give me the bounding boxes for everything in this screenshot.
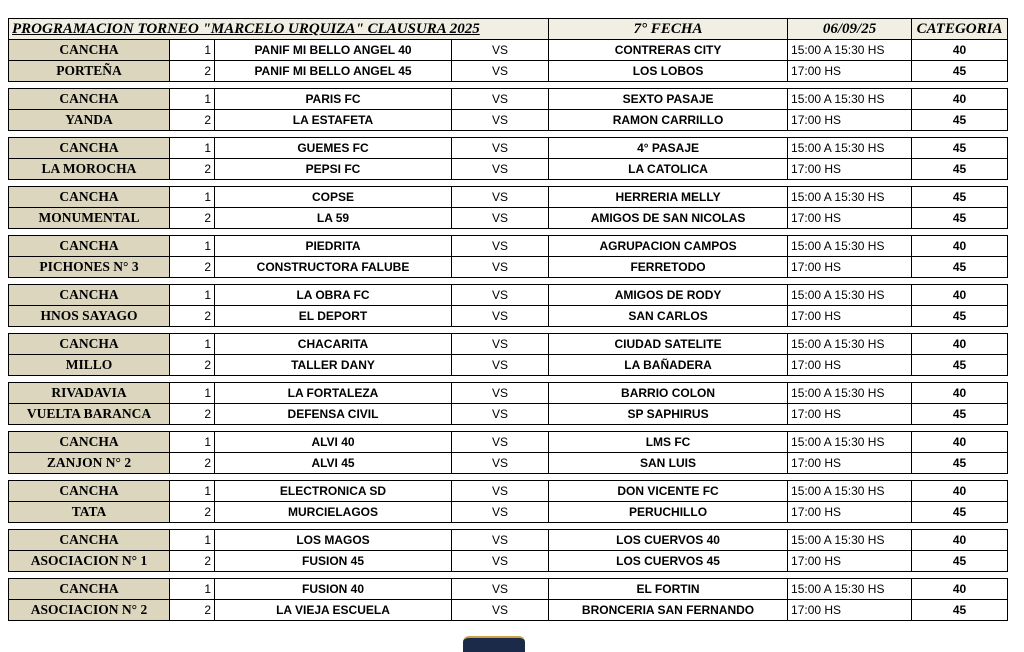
away-team: RAMON CARRILLO bbox=[549, 110, 788, 131]
spacer-cell bbox=[9, 523, 1008, 530]
vs-label: VS bbox=[452, 530, 549, 551]
away-team: CIUDAD SATELITE bbox=[549, 334, 788, 355]
match-number: 2 bbox=[170, 306, 215, 327]
match-time: 15:00 A 15:30 HS bbox=[788, 334, 912, 355]
spacer-cell bbox=[9, 327, 1008, 334]
away-team: 4° PASAJE bbox=[549, 138, 788, 159]
vs-label: VS bbox=[452, 481, 549, 502]
match-time: 17:00 HS bbox=[788, 551, 912, 572]
match-row bbox=[9, 159, 1008, 180]
away-team: EL FORTIN bbox=[549, 579, 788, 600]
match-row bbox=[9, 61, 1008, 82]
vs-label: VS bbox=[452, 138, 549, 159]
match-row bbox=[9, 600, 1008, 621]
vs-label: VS bbox=[452, 306, 549, 327]
match-time: 17:00 HS bbox=[788, 453, 912, 474]
vs-label: VS bbox=[452, 600, 549, 621]
spacer-row bbox=[9, 376, 1008, 383]
categoria-label: CATEGORIA bbox=[912, 19, 1008, 40]
match-time: 17:00 HS bbox=[788, 600, 912, 621]
cancha-line1: CANCHA bbox=[9, 579, 170, 600]
match-row bbox=[9, 502, 1008, 523]
match-category: 45 bbox=[912, 61, 1008, 82]
home-team: COPSE bbox=[215, 187, 452, 208]
match-category: 45 bbox=[912, 600, 1008, 621]
match-time: 17:00 HS bbox=[788, 208, 912, 229]
match-number: 1 bbox=[170, 236, 215, 257]
match-row bbox=[9, 530, 1008, 551]
vs-label: VS bbox=[452, 208, 549, 229]
match-row bbox=[9, 236, 1008, 257]
match-time: 15:00 A 15:30 HS bbox=[788, 285, 912, 306]
match-time: 15:00 A 15:30 HS bbox=[788, 40, 912, 61]
cancha-line2: LA MOROCHA bbox=[9, 159, 170, 180]
match-row bbox=[9, 285, 1008, 306]
match-time: 15:00 A 15:30 HS bbox=[788, 187, 912, 208]
home-team: ELECTRONICA SD bbox=[215, 481, 452, 502]
match-time: 15:00 A 15:30 HS bbox=[788, 530, 912, 551]
home-team: EL DEPORT bbox=[215, 306, 452, 327]
spacer-row bbox=[9, 180, 1008, 187]
cancha-line1: RIVADAVIA bbox=[9, 383, 170, 404]
cancha-line2: YANDA bbox=[9, 110, 170, 131]
home-team: CONSTRUCTORA FALUBE bbox=[215, 257, 452, 278]
cancha-line2: VUELTA BARANCA bbox=[9, 404, 170, 425]
match-number: 1 bbox=[170, 481, 215, 502]
vs-label: VS bbox=[452, 40, 549, 61]
match-category: 45 bbox=[912, 355, 1008, 376]
match-time: 17:00 HS bbox=[788, 355, 912, 376]
match-category: 40 bbox=[912, 432, 1008, 453]
cancha-line2: MONUMENTAL bbox=[9, 208, 170, 229]
spacer-row bbox=[9, 523, 1008, 530]
match-row bbox=[9, 187, 1008, 208]
match-number: 2 bbox=[170, 453, 215, 474]
spacer-cell bbox=[9, 425, 1008, 432]
cancha-line1: CANCHA bbox=[9, 530, 170, 551]
away-team: SAN CARLOS bbox=[549, 306, 788, 327]
vs-label: VS bbox=[452, 334, 549, 355]
match-time: 15:00 A 15:30 HS bbox=[788, 236, 912, 257]
spacer-cell bbox=[9, 376, 1008, 383]
home-team: LA ESTAFETA bbox=[215, 110, 452, 131]
match-category: 45 bbox=[912, 138, 1008, 159]
cancha-line1: CANCHA bbox=[9, 138, 170, 159]
match-row bbox=[9, 355, 1008, 376]
vs-label: VS bbox=[452, 453, 549, 474]
match-number: 1 bbox=[170, 187, 215, 208]
match-number: 1 bbox=[170, 285, 215, 306]
away-team: BRONCERIA SAN FERNANDO bbox=[549, 600, 788, 621]
match-number: 2 bbox=[170, 404, 215, 425]
cancha-line2: PORTEÑA bbox=[9, 61, 170, 82]
away-team: LOS CUERVOS 45 bbox=[549, 551, 788, 572]
header-row bbox=[9, 19, 1008, 40]
match-category: 45 bbox=[912, 551, 1008, 572]
match-category: 40 bbox=[912, 481, 1008, 502]
match-number: 2 bbox=[170, 61, 215, 82]
vs-label: VS bbox=[452, 187, 549, 208]
match-number: 1 bbox=[170, 383, 215, 404]
spacer-row bbox=[9, 82, 1008, 89]
match-category: 45 bbox=[912, 257, 1008, 278]
away-team: PERUCHILLO bbox=[549, 502, 788, 523]
league-logo bbox=[463, 636, 525, 652]
match-time: 17:00 HS bbox=[788, 159, 912, 180]
cancha-line1: CANCHA bbox=[9, 40, 170, 61]
cancha-line1: CANCHA bbox=[9, 432, 170, 453]
vs-label: VS bbox=[452, 355, 549, 376]
away-team: SEXTO PASAJE bbox=[549, 89, 788, 110]
away-team: LOS CUERVOS 40 bbox=[549, 530, 788, 551]
match-category: 40 bbox=[912, 40, 1008, 61]
match-row bbox=[9, 453, 1008, 474]
away-team: SAN LUIS bbox=[549, 453, 788, 474]
home-team: PEPSI FC bbox=[215, 159, 452, 180]
vs-label: VS bbox=[452, 89, 549, 110]
match-row bbox=[9, 306, 1008, 327]
match-category: 45 bbox=[912, 208, 1008, 229]
match-number: 1 bbox=[170, 334, 215, 355]
spacer-cell bbox=[9, 180, 1008, 187]
match-category: 45 bbox=[912, 502, 1008, 523]
match-number: 1 bbox=[170, 432, 215, 453]
home-team: PANIF MI BELLO ANGEL 40 bbox=[215, 40, 452, 61]
match-number: 1 bbox=[170, 530, 215, 551]
home-team: ALVI 40 bbox=[215, 432, 452, 453]
vs-label: VS bbox=[452, 579, 549, 600]
cancha-line1: CANCHA bbox=[9, 236, 170, 257]
away-team: CONTRERAS CITY bbox=[549, 40, 788, 61]
match-time: 17:00 HS bbox=[788, 61, 912, 82]
match-row bbox=[9, 138, 1008, 159]
cancha-line1: CANCHA bbox=[9, 334, 170, 355]
spacer-row bbox=[9, 278, 1008, 285]
match-row bbox=[9, 334, 1008, 355]
home-team: LA OBRA FC bbox=[215, 285, 452, 306]
match-row bbox=[9, 40, 1008, 61]
away-team: LA BAÑADERA bbox=[549, 355, 788, 376]
cancha-line2: TATA bbox=[9, 502, 170, 523]
match-number: 2 bbox=[170, 159, 215, 180]
cancha-line1: CANCHA bbox=[9, 187, 170, 208]
away-team: DON VICENTE FC bbox=[549, 481, 788, 502]
match-time: 17:00 HS bbox=[788, 110, 912, 131]
match-row bbox=[9, 579, 1008, 600]
match-number: 1 bbox=[170, 89, 215, 110]
spacer-cell bbox=[9, 82, 1008, 89]
match-category: 45 bbox=[912, 187, 1008, 208]
away-team: SP SAPHIRUS bbox=[549, 404, 788, 425]
home-team: FUSION 45 bbox=[215, 551, 452, 572]
home-team: TALLER DANY bbox=[215, 355, 452, 376]
match-row bbox=[9, 208, 1008, 229]
away-team: BARRIO COLON bbox=[549, 383, 788, 404]
date-label: 06/09/25 bbox=[788, 19, 912, 40]
home-team: DEFENSA CIVIL bbox=[215, 404, 452, 425]
match-number: 1 bbox=[170, 40, 215, 61]
spacer-cell bbox=[9, 278, 1008, 285]
match-number: 2 bbox=[170, 502, 215, 523]
match-row bbox=[9, 257, 1008, 278]
home-team: LOS MAGOS bbox=[215, 530, 452, 551]
match-row bbox=[9, 432, 1008, 453]
match-time: 15:00 A 15:30 HS bbox=[788, 481, 912, 502]
spacer-cell bbox=[9, 131, 1008, 138]
vs-label: VS bbox=[452, 159, 549, 180]
match-time: 15:00 A 15:30 HS bbox=[788, 89, 912, 110]
away-team: HERRERIA MELLY bbox=[549, 187, 788, 208]
spacer-row bbox=[9, 474, 1008, 481]
away-team: AGRUPACION CAMPOS bbox=[549, 236, 788, 257]
vs-label: VS bbox=[452, 110, 549, 131]
tournament-title: PROGRAMACION TORNEO "MARCELO URQUIZA" CLAUSURA 2025 bbox=[9, 19, 549, 40]
match-category: 40 bbox=[912, 89, 1008, 110]
vs-label: VS bbox=[452, 404, 549, 425]
away-team: FERRETODO bbox=[549, 257, 788, 278]
spacer-row bbox=[9, 572, 1008, 579]
home-team: LA VIEJA ESCUELA bbox=[215, 600, 452, 621]
match-number: 2 bbox=[170, 257, 215, 278]
match-time: 17:00 HS bbox=[788, 257, 912, 278]
home-team: LA FORTALEZA bbox=[215, 383, 452, 404]
match-row bbox=[9, 404, 1008, 425]
vs-label: VS bbox=[452, 61, 549, 82]
vs-label: VS bbox=[452, 383, 549, 404]
match-time: 17:00 HS bbox=[788, 502, 912, 523]
home-team: CHACARITA bbox=[215, 334, 452, 355]
cancha-line2: ZANJON N° 2 bbox=[9, 453, 170, 474]
match-time: 17:00 HS bbox=[788, 404, 912, 425]
away-team: LA CATOLICA bbox=[549, 159, 788, 180]
away-team: AMIGOS DE SAN NICOLAS bbox=[549, 208, 788, 229]
home-team: LA 59 bbox=[215, 208, 452, 229]
match-row bbox=[9, 383, 1008, 404]
spacer-row bbox=[9, 229, 1008, 236]
match-number: 1 bbox=[170, 579, 215, 600]
spacer-cell bbox=[9, 474, 1008, 481]
match-number: 2 bbox=[170, 208, 215, 229]
fixture-sheet bbox=[8, 18, 1007, 621]
vs-label: VS bbox=[452, 257, 549, 278]
home-team: PANIF MI BELLO ANGEL 45 bbox=[215, 61, 452, 82]
cancha-line2: ASOCIACION N° 2 bbox=[9, 600, 170, 621]
match-category: 40 bbox=[912, 285, 1008, 306]
vs-label: VS bbox=[452, 285, 549, 306]
away-team: LOS LOBOS bbox=[549, 61, 788, 82]
match-time: 15:00 A 15:30 HS bbox=[788, 383, 912, 404]
away-team: LMS FC bbox=[549, 432, 788, 453]
match-category: 45 bbox=[912, 453, 1008, 474]
match-number: 2 bbox=[170, 551, 215, 572]
fecha-label: 7° FECHA bbox=[549, 19, 788, 40]
cancha-line2: MILLO bbox=[9, 355, 170, 376]
match-number: 1 bbox=[170, 138, 215, 159]
away-team: AMIGOS DE RODY bbox=[549, 285, 788, 306]
home-team: PARIS FC bbox=[215, 89, 452, 110]
match-time: 15:00 A 15:30 HS bbox=[788, 432, 912, 453]
spacer-row bbox=[9, 131, 1008, 138]
match-time: 15:00 A 15:30 HS bbox=[788, 138, 912, 159]
spacer-row bbox=[9, 425, 1008, 432]
cancha-line2: ASOCIACION N° 1 bbox=[9, 551, 170, 572]
match-category: 45 bbox=[912, 159, 1008, 180]
home-team: FUSION 40 bbox=[215, 579, 452, 600]
match-row bbox=[9, 481, 1008, 502]
cancha-line2: HNOS SAYAGO bbox=[9, 306, 170, 327]
spacer-cell bbox=[9, 572, 1008, 579]
match-number: 2 bbox=[170, 355, 215, 376]
spacer-cell bbox=[9, 229, 1008, 236]
match-row bbox=[9, 89, 1008, 110]
fixture-table bbox=[8, 18, 1008, 621]
vs-label: VS bbox=[452, 502, 549, 523]
match-category: 40 bbox=[912, 579, 1008, 600]
match-category: 40 bbox=[912, 236, 1008, 257]
match-category: 45 bbox=[912, 306, 1008, 327]
match-number: 2 bbox=[170, 600, 215, 621]
match-category: 45 bbox=[912, 404, 1008, 425]
home-team: PIEDRITA bbox=[215, 236, 452, 257]
home-team: GUEMES FC bbox=[215, 138, 452, 159]
home-team: MURCIELAGOS bbox=[215, 502, 452, 523]
match-time: 17:00 HS bbox=[788, 306, 912, 327]
match-row bbox=[9, 551, 1008, 572]
match-number: 2 bbox=[170, 110, 215, 131]
home-team: ALVI 45 bbox=[215, 453, 452, 474]
cancha-line1: CANCHA bbox=[9, 285, 170, 306]
match-category: 45 bbox=[912, 110, 1008, 131]
match-category: 40 bbox=[912, 334, 1008, 355]
cancha-line1: CANCHA bbox=[9, 89, 170, 110]
match-time: 15:00 A 15:30 HS bbox=[788, 579, 912, 600]
match-category: 40 bbox=[912, 530, 1008, 551]
vs-label: VS bbox=[452, 551, 549, 572]
match-category: 40 bbox=[912, 383, 1008, 404]
vs-label: VS bbox=[452, 432, 549, 453]
cancha-line2: PICHONES N° 3 bbox=[9, 257, 170, 278]
cancha-line1: CANCHA bbox=[9, 481, 170, 502]
match-row bbox=[9, 110, 1008, 131]
spacer-row bbox=[9, 327, 1008, 334]
vs-label: VS bbox=[452, 236, 549, 257]
